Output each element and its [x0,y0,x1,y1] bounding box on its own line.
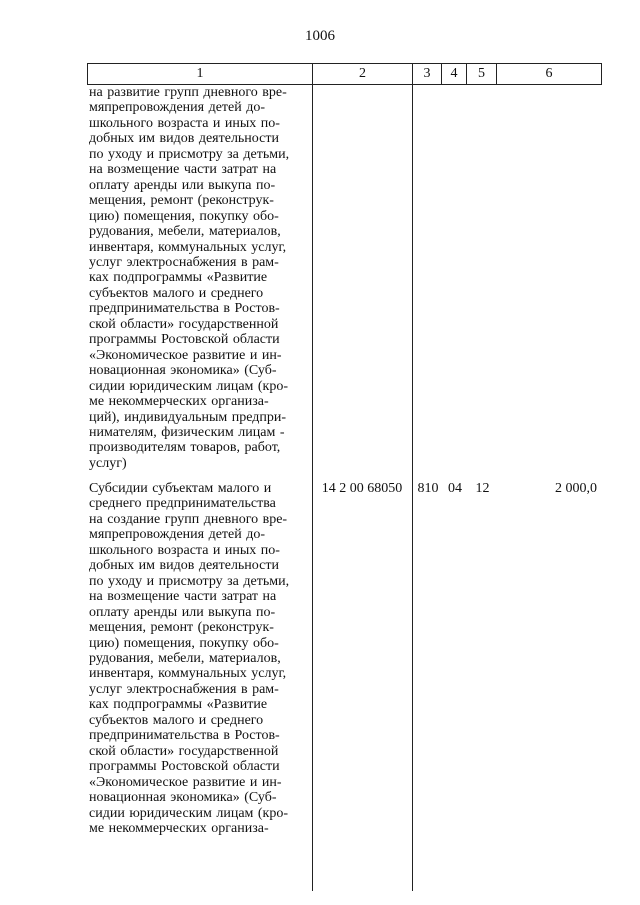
header-col-6: 6 [496,63,602,85]
budget-table [87,63,602,891]
row-1-description: на развитие групп дневного вре- мяпрепровождения детей до- школьного возраста и иных по- добных им видов деятельности по уходу и присмотру за детьми, на возмещение части затрат на оплату аренды или выкупа по- мещения, ремонт (реконструк- цию) помещения, покупку обо- рудования, мебели, материалов, инвентаря, коммунальных услуг, услуг электроснабжения в рам- ках подпрограммы «Развитие субъектов малого и среднего предпринимательства в Ростов- ской области» государственной программы Ростовской области «Экономическое развитие и ин- новационная экономика» (Суб- сидии юридическим лицам (кро- ме некоммерческих организа- ций), индивидуальным предпри- нимателям, физическим лицам - производителям товаров, работ, услуг) [89,85,290,471]
header-col-2: 2 [312,63,413,85]
page-number: 1006 [305,28,335,44]
row-2-amount: 2 000,0 [555,481,597,496]
header-col-1: 1 [87,63,313,85]
row-2-description: Субсидии субъектам малого и среднего предпринимательства на создание групп дневного вре- мяпрепровождения детей до- школьного возраста и иных по- добных им видов деятельности по уходу и присмотру за детьми, на возмещение части затрат на оплату аренды или выкупа по- мещения, ремонт (реконструк- цию) помещения, покупку обо- рудования, мебели, материалов, инвентаря, коммунальных услуг, услуг электроснабжения в рам- ках подпрограммы «Развитие субъектов малого и среднего предпринимательства в Ростов- ской области» государственной программы Ростовской области «Экономическое развитие и ин- новационная экономика» (Суб- сидии юридическим лицам (кро- ме некоммерческих организа- [89,481,290,836]
row-2-code: 14 2 00 68050 [321,481,403,496]
header-col-4: 4 [441,63,467,85]
header-col-5: 5 [466,63,497,85]
row-2-col3: 810 [417,481,439,496]
row-2-col5: 12 [475,481,490,496]
header-col-3: 3 [412,63,442,85]
row-2-col4: 04 [448,481,462,496]
